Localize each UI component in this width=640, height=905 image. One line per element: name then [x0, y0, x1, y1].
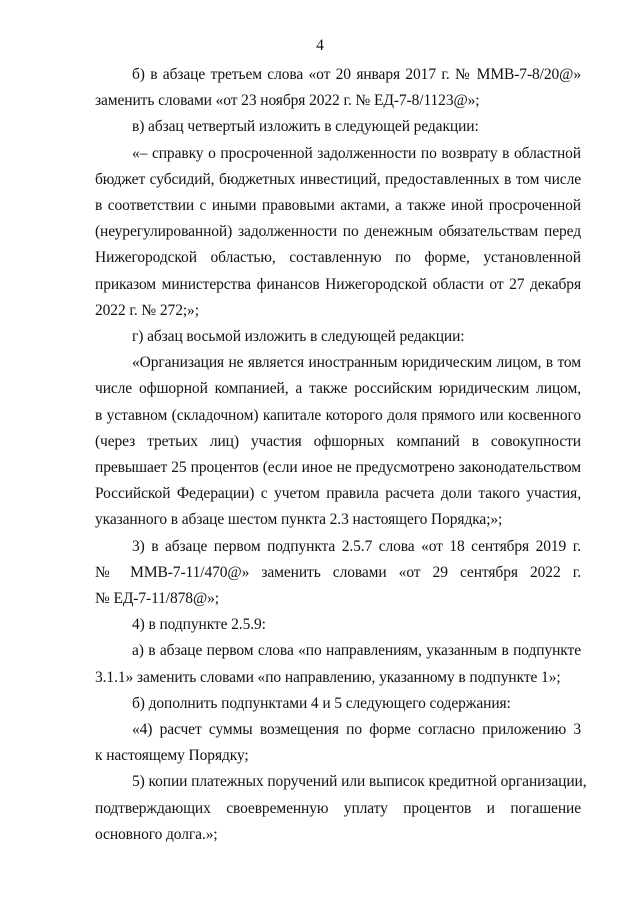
- text-line: к настоящему Порядку;: [95, 747, 249, 765]
- paragraph-4-raschet: [95, 717, 581, 769]
- text-line: числе офшорной компанией, а также российским юридическим лицом,: [95, 380, 581, 398]
- paragraph-g-abzac-vosmoi: [95, 324, 581, 350]
- paragraph-5-kopii: [95, 769, 587, 848]
- text-line: основного долга.»;: [95, 825, 218, 843]
- text-line: г) абзац восьмой изложить в следующей редакции:: [132, 328, 465, 346]
- text-line: «– справку о просроченной задолженности по возврату в областной: [132, 144, 581, 162]
- text-line: превышает 25 процентов (если иное не предусмотрено законодательством: [95, 459, 581, 477]
- text-line: а) в абзаце первом слова «по направлениям, указанным в подпункте: [132, 642, 581, 660]
- text-line: в соответствии с иными правовыми актами, а также иной просроченной: [95, 197, 581, 215]
- text-line: № ММВ-7-11/470@» заменить словами «от 29 сентября 2022 г.: [95, 563, 581, 581]
- paragraph-spravka-quote: [95, 141, 581, 324]
- text-line: 5) копии платежных поручений или выписок кредитной организации,: [132, 773, 587, 791]
- paragraph-4-podpunkt-2-5-9: [95, 612, 581, 638]
- text-line: подтверждающих своевременную уплату процентов и погашение: [95, 799, 581, 817]
- text-line: 4) в подпункте 2.5.9:: [132, 616, 266, 634]
- paragraph-b-abzac-tretiy: [95, 62, 581, 114]
- paragraph-v-abzac-chetvertyi: [95, 114, 581, 140]
- text-line: «4) расчет суммы возмещения по форме согласно приложению 3: [132, 721, 581, 739]
- paragraph-3-podpunkt-2-5-7: [95, 534, 581, 613]
- text-line: приказом министерства финансов Нижегородской области от 27 декабря: [95, 275, 581, 293]
- text-line: б) дополнить подпунктами 4 и 5 следующего содержания:: [132, 694, 511, 712]
- text-line: в уставном (складочном) капитале которого доля прямого или косвенного: [95, 406, 581, 424]
- text-line: 3) в абзаце первом подпункта 2.5.7 слова «от 18 сентября 2019 г.: [132, 537, 581, 555]
- text-line: в) абзац четвертый изложить в следующей редакции:: [132, 118, 479, 136]
- text-line: «Организация не является иностранным юридическим лицом, в том: [132, 354, 581, 372]
- text-line: (через третьих лиц) участия офшорных компаний в совокупности: [95, 432, 581, 450]
- page-number: 4: [316, 37, 324, 54]
- paragraph-a-abzac-pervyi: [95, 638, 581, 690]
- paragraph-b-dopolnit: [95, 691, 581, 717]
- text-line: Нижегородской областью, составленную по форме, установленной: [95, 249, 581, 267]
- document-body: [95, 62, 587, 848]
- text-line: (неурегулированной) задолженности по денежным обязательствам перед: [95, 223, 581, 241]
- text-line: бюджет субсидий, бюджетных инвестиций, предоставленных в том числе: [95, 170, 581, 188]
- text-line: № ЕД-7-11/878@»;: [95, 590, 219, 608]
- text-line: 2022 г. № 272;»;: [95, 301, 199, 319]
- text-line: б) в абзаце третьем слова «от 20 января 2017 г. № ММВ-7-8/20@»: [132, 66, 581, 83]
- paragraph-organizaciya-quote: [95, 350, 581, 533]
- text-line: указанного в абзаце шестом пункта 2.3 настоящего Порядка;»;: [95, 511, 503, 529]
- text-line: Российской Федерации) с учетом правила расчета доли такого участия,: [95, 485, 581, 503]
- text-line: 3.1.1» заменить словами «по направлению, указанному в подпункте 1»;: [95, 668, 561, 686]
- text-line: заменить словами «от 23 ноября 2022 г. № ЕД-7-8/1123@»;: [95, 92, 480, 110]
